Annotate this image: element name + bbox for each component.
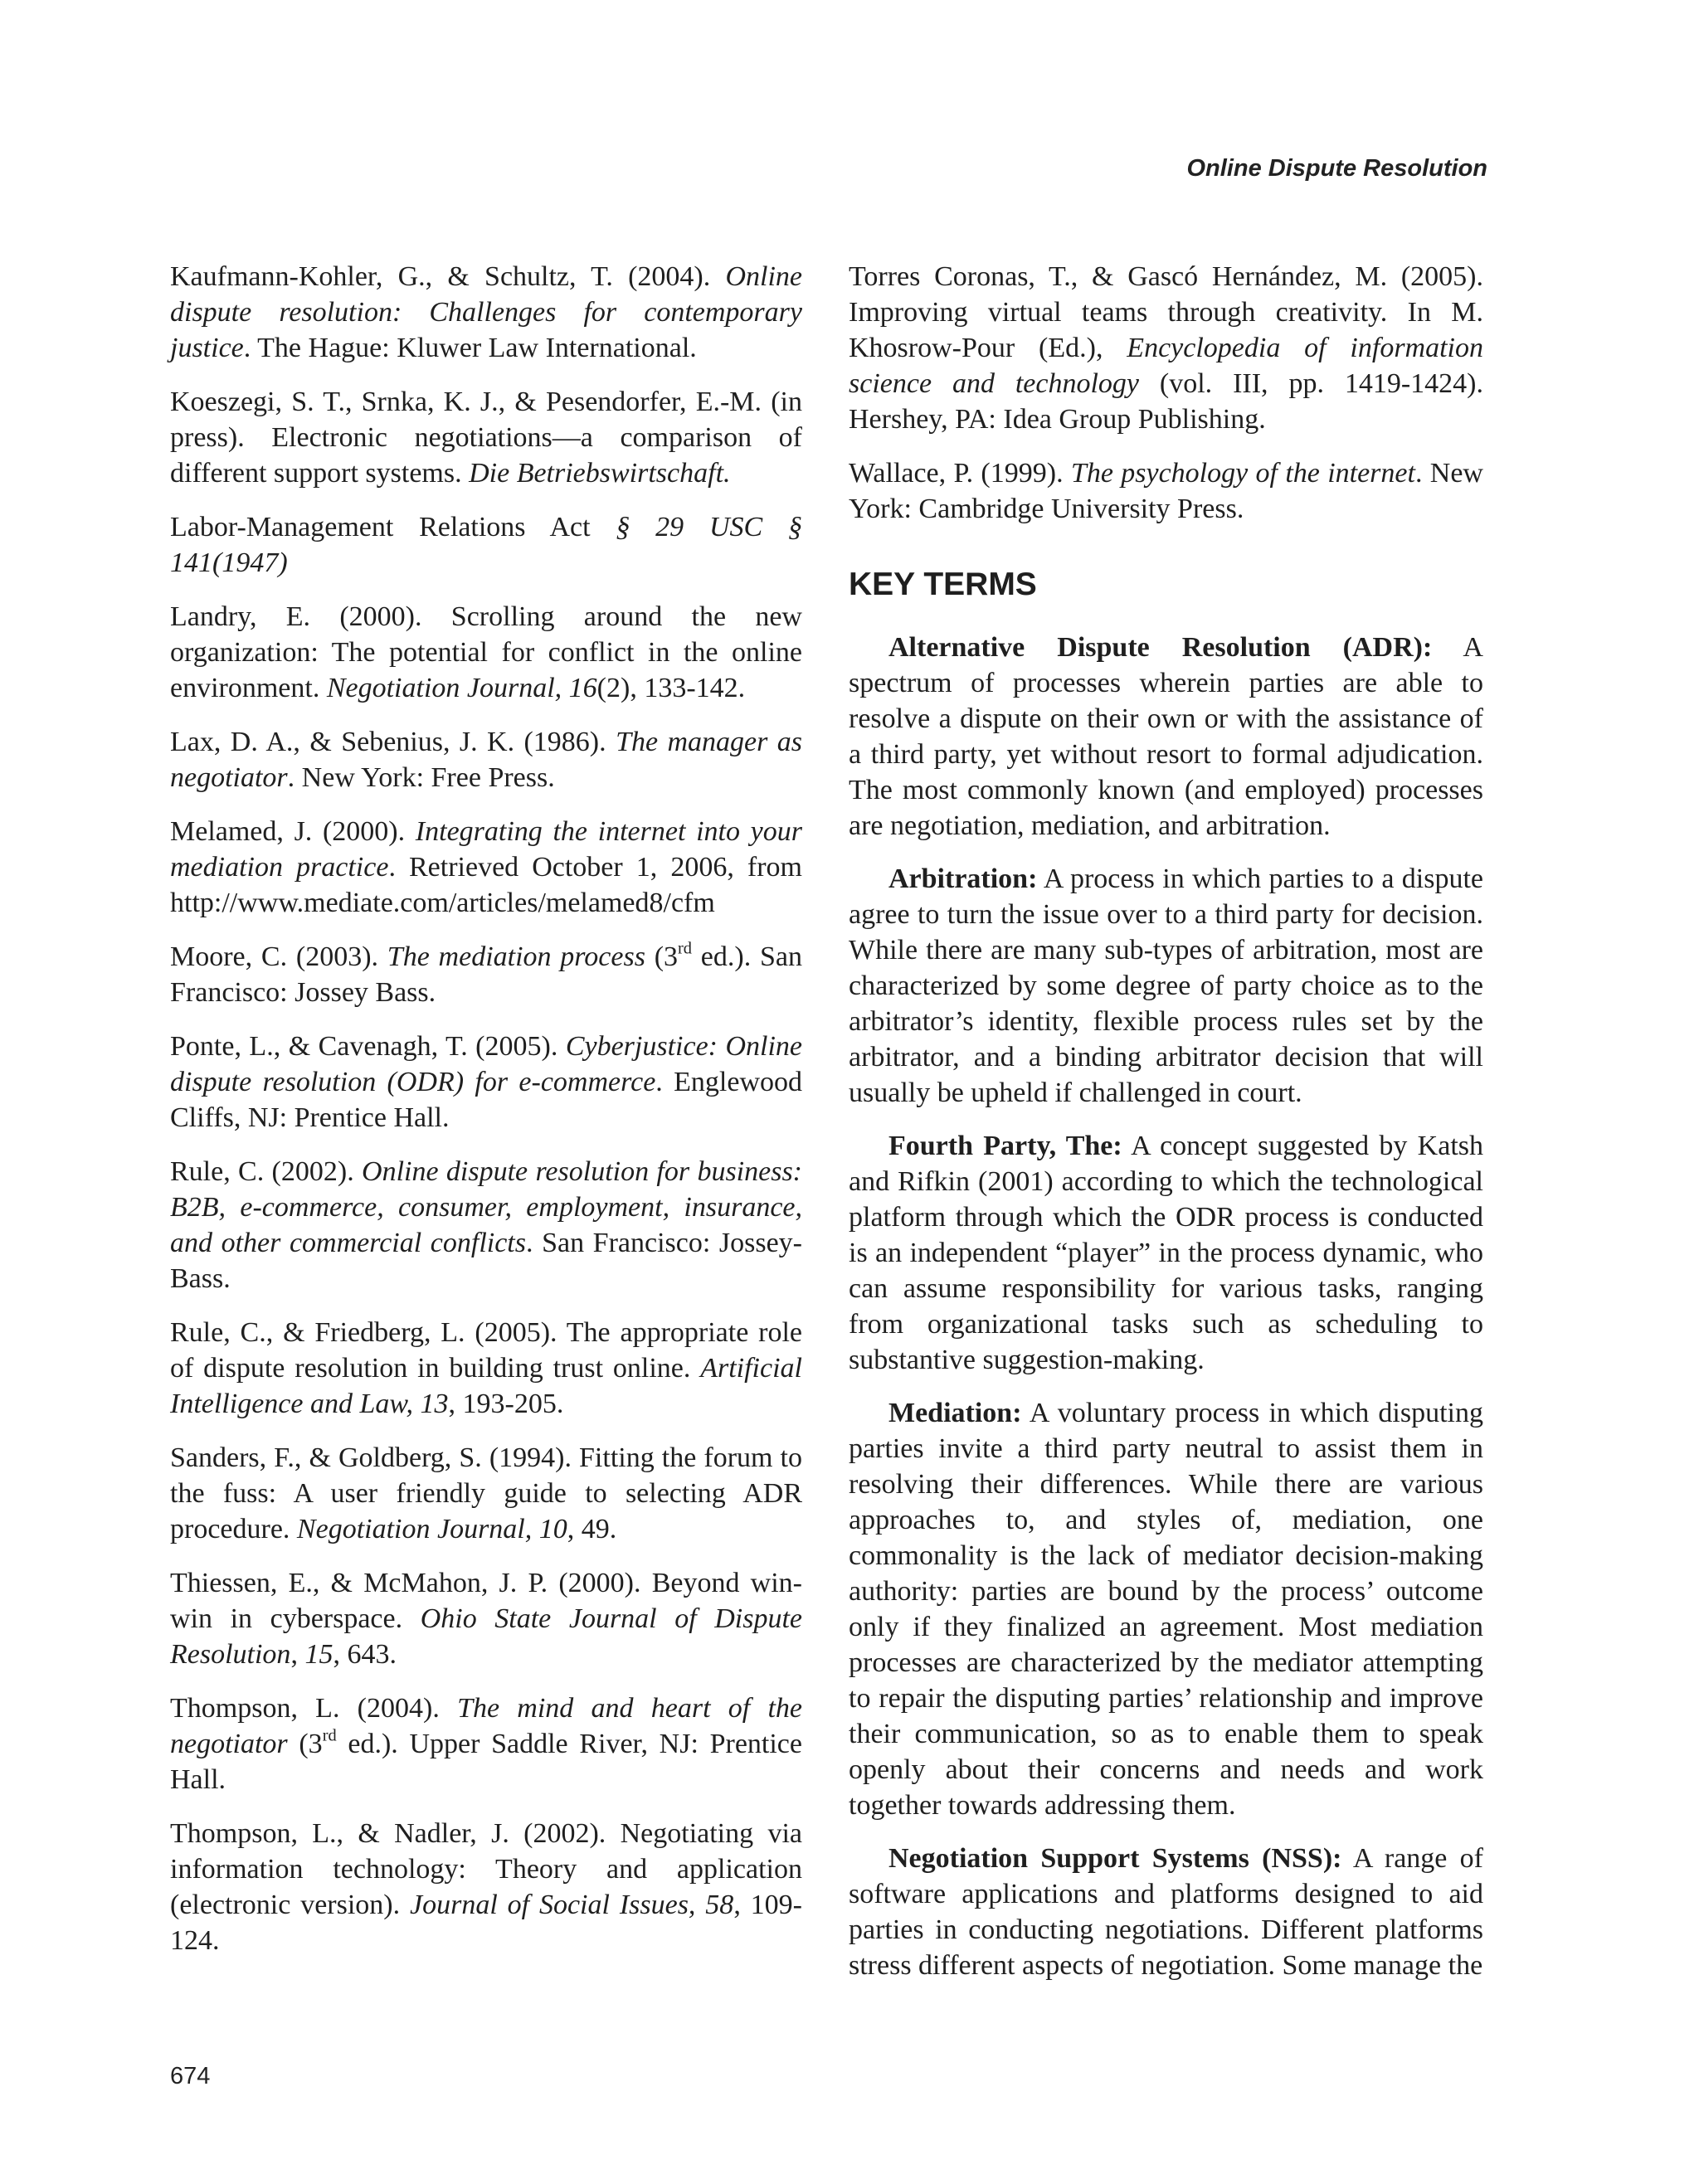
reference-list-left bbox=[170, 259, 802, 1977]
running-head: Online Dispute Resolution bbox=[1186, 155, 1487, 182]
key-term-entry bbox=[849, 861, 1483, 1111]
key-term-entry bbox=[849, 1841, 1483, 1983]
reference-entry: Thompson, L. (2004). The mind and heart of the negotiator (3rd ed.). Upper Saddle River, NJ: Prentice Hall. bbox=[170, 1693, 802, 1795]
reference-entry: Melamed, J. (2000). Integrating the internet into your mediation practice. Retrieved October 1, 2006, from http://www.mediate.com/articles/melamed8/cfm bbox=[170, 816, 802, 918]
key-term-definition: A voluntary process in which disputing parties invite a third party neutral to assist them in resolving their differences. While there are various approaches to, and styles of, mediation, one commonality is the lack of mediator decision-making authority: parties are bound by the process’ outcome only if they finalized an agreement. Most mediation processes are characterized by the mediator attempting to repair the disputing parties’ relationship and improve their communication, so as to enable them to speak openly about their concerns and needs and work together towards addressing them. bbox=[849, 1398, 1483, 1821]
key-term-name: Arbitration: bbox=[888, 863, 1038, 894]
key-terms-list bbox=[849, 630, 1483, 1983]
key-term-definition: A concept suggested by Katsh and Rifkin (2001) according to which the technological platform through which the ODR process is conducted is an independent “player” in the process dynamic, who can assume responsibility for various tasks, ranging from organizational tasks such as scheduling to substantive suggestion-making. bbox=[849, 1131, 1483, 1375]
key-term-name: Fourth Party, The: bbox=[888, 1131, 1122, 1161]
key-term-entry bbox=[849, 630, 1483, 844]
reference-entry: Rule, C., & Friedberg, L. (2005). The appropriate role of dispute resolution in building trust online. Artificial Intelligence and Law, 13, 193-205. bbox=[170, 1317, 802, 1419]
key-term-name: Mediation: bbox=[888, 1398, 1022, 1428]
reference-entry: Thiessen, E., & McMahon, J. P. (2000). Beyond win-win in cyberspace. Ohio State Journal of Dispute Resolution, 15, 643. bbox=[170, 1568, 802, 1670]
reference-entry: Sanders, F., & Goldberg, S. (1994). Fitting the forum to the fuss: A user friendly guide to selecting ADR procedure. Negotiation Journal, 10, 49. bbox=[170, 1442, 802, 1544]
key-term-entry bbox=[849, 1128, 1483, 1378]
reference-entry: Koeszegi, S. T., Srnka, K. J., & Pesendorfer, E.-M. (in press). Electronic negotiations—a comparison of different support systems. Die Betriebswirtschaft. bbox=[170, 387, 802, 489]
reference-entry: Torres Coronas, T., & Gascó Hernández, M. (2005). Improving virtual teams through creativity. In M. Khosrow-Pour (Ed.), Encyclopedia of information science and technology (vol. III, pp. 1419-1424). Hershey, PA: Idea Group Publishing. bbox=[849, 261, 1483, 435]
reference-entry: Kaufmann-Kohler, G., & Schultz, T. (2004). Online dispute resolution: Challenges for contemporary justice. The Hague: Kluwer Law International. bbox=[170, 261, 802, 363]
reference-list-right bbox=[849, 259, 1483, 527]
key-term-definition: A process in which parties to a dispute agree to turn the issue over to a third party for decision. While there are many sub-types of arbitration, most are characterized by some degree of party choice as to the arbitrator’s identity, flexible process rules set by the arbitrator, and a binding arbitrator decision that will usually be upheld if challenged in court. bbox=[849, 863, 1483, 1108]
key-terms-heading: KEY TERMS bbox=[849, 567, 1037, 602]
key-term-entry bbox=[849, 1395, 1483, 1823]
reference-entry: Moore, C. (2003). The mediation process (3rd ed.). San Francisco: Jossey Bass. bbox=[170, 939, 802, 1008]
key-term-definition: A range of software applications and platforms designed to aid parties in conducting negotiations. Different platforms stress different aspects of negotiation. Some manage the bbox=[849, 1843, 1483, 1981]
right-column bbox=[849, 259, 1483, 2001]
key-term-name: Alternative Dispute Resolution (ADR): bbox=[888, 632, 1433, 663]
key-term-definition: A spectrum of processes wherein parties are able to resolve a dispute on their own or with the assistance of a third party, yet without resort to formal adjudication. The most commonly known (and employed) processes are negotiation, mediation, and arbitration. bbox=[849, 632, 1483, 841]
reference-entry: Ponte, L., & Cavenagh, T. (2005). Cyberjustice: Online dispute resolution (ODR) for e-commerce. Englewood Cliffs, NJ: Prentice Hall. bbox=[170, 1031, 803, 1133]
key-term-name: Negotiation Support Systems (NSS): bbox=[888, 1843, 1342, 1874]
reference-entry: Thompson, L., & Nadler, J. (2002). Negotiating via information technology: Theory and application (electronic version). Journal of Social Issues, 58, 109-124. bbox=[170, 1818, 803, 1956]
reference-entry: Lax, D. A., & Sebenius, J. K. (1986). The manager as negotiator. New York: Free Press. bbox=[170, 727, 802, 793]
page-number: 674 bbox=[170, 2063, 211, 2089]
reference-entry: Labor-Management Relations Act § 29 USC § 141(1947) bbox=[170, 512, 802, 578]
reference-entry: Landry, E. (2000). Scrolling around the new organization: The potential for conflict in the online environment. Negotiation Journal, 16(2), 133-142. bbox=[170, 601, 802, 703]
reference-entry: Wallace, P. (1999). The psychology of the internet. New York: Cambridge University Press. bbox=[849, 458, 1483, 524]
reference-entry: Rule, C. (2002). Online dispute resolution for business: B2B, e-commerce, consumer, employment, insurance, and other commercial conflicts. San Francisco: Jossey-Bass. bbox=[170, 1156, 802, 1294]
